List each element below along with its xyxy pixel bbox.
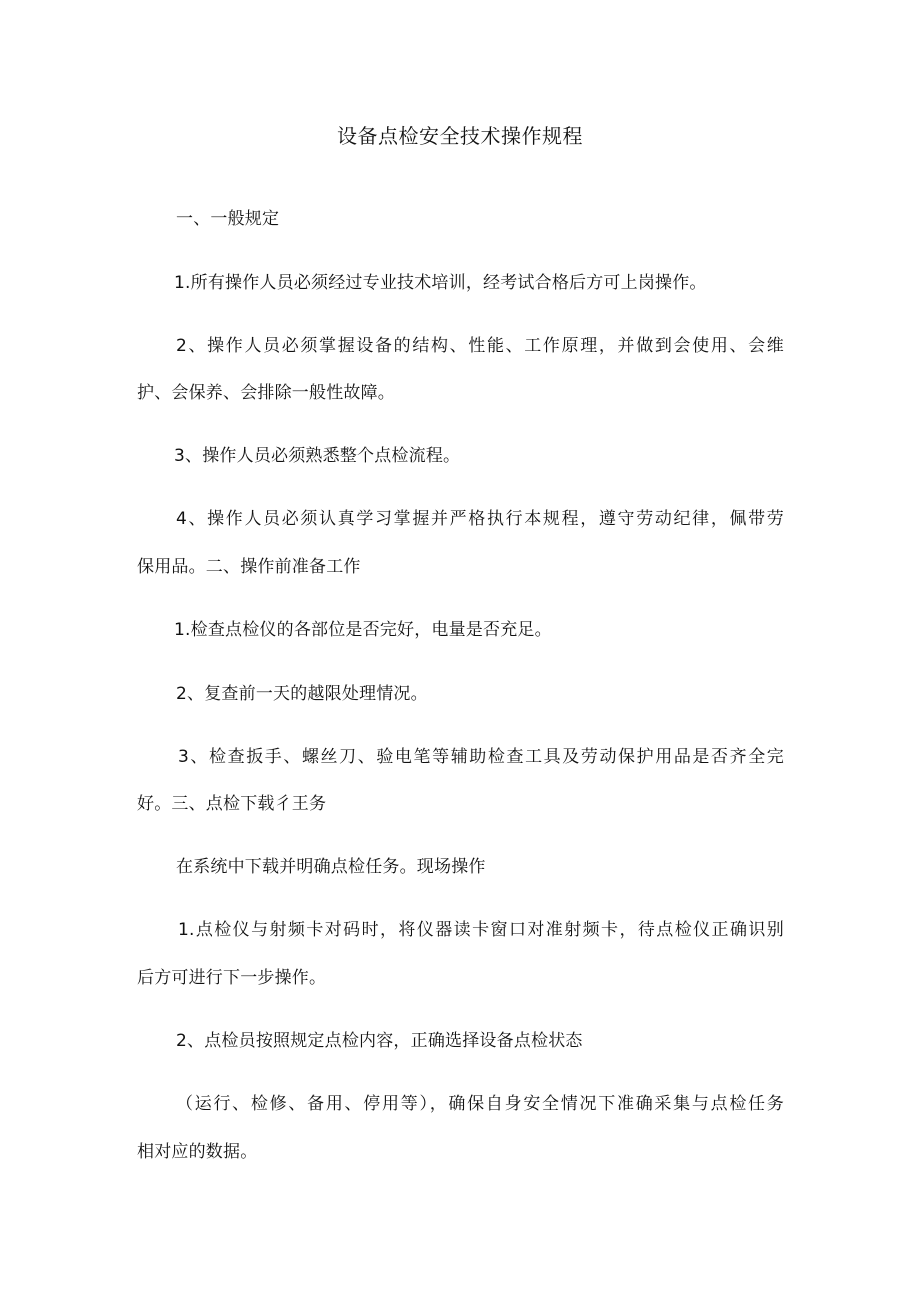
paragraph-item-1-2-line-2: 护、会保养、会排除一般性故障。 bbox=[137, 383, 395, 403]
paragraph-item-2-1: 1.检查点检仪的各部位是否完好，电量是否充足。 bbox=[174, 620, 552, 640]
paragraph-item-1-3: 3、操作人员必须熟悉整个点检流程。 bbox=[174, 446, 461, 466]
paragraph-item-4-2-cont-line-1: （运行、检修、备用、停用等），确保自身安全情况下准确采集与点检任务 bbox=[176, 1094, 784, 1114]
document-title: 设备点检安全技术操作规程 bbox=[337, 124, 583, 148]
paragraph-item-1-4-line-2: 保用品。二、操作前准备工作 bbox=[137, 557, 361, 577]
paragraph-item-4-2: 2、点检员按照规定点检内容，正确选择设备点检状态 bbox=[176, 1031, 583, 1051]
paragraph-item-1-4-line-1: 4、操作人员必须认真学习掌握并严格执行本规程，遵守劳动纪律，佩带劳 bbox=[176, 509, 784, 529]
paragraph-item-2-3-line-2: 好。三、点检下载彳王务 bbox=[137, 794, 327, 814]
paragraph-item-2-2: 2、复查前一天的越限处理情况。 bbox=[176, 684, 428, 704]
paragraph-item-1-1: 1.所有操作人员必须经过专业技术培训，经考试合格后方可上岗操作。 bbox=[174, 273, 707, 293]
paragraph-item-3: 在系统中下载并明确点检任务。现场操作 bbox=[176, 857, 486, 877]
paragraph-item-4-1-line-1: 1.点检仪与射频卡对码时，将仪器读卡窗口对准射频卡，待点检仪正确识别 bbox=[178, 920, 784, 940]
paragraph-item-2-3-line-1: 3、检查扳手、螺丝刀、验电笔等辅助检查工具及劳动保护用品是否齐全完 bbox=[178, 747, 784, 767]
paragraph-item-4-2-cont-line-2: 相对应的数据。 bbox=[137, 1142, 258, 1162]
paragraph-item-4-1-line-2: 后方可进行下一步操作。 bbox=[137, 968, 327, 988]
paragraph-item-1-2-line-1: 2、操作人员必须掌握设备的结构、性能、工作原理，并做到会使用、会维 bbox=[176, 336, 784, 356]
section-heading-general: 一、一般规定 bbox=[176, 209, 280, 229]
